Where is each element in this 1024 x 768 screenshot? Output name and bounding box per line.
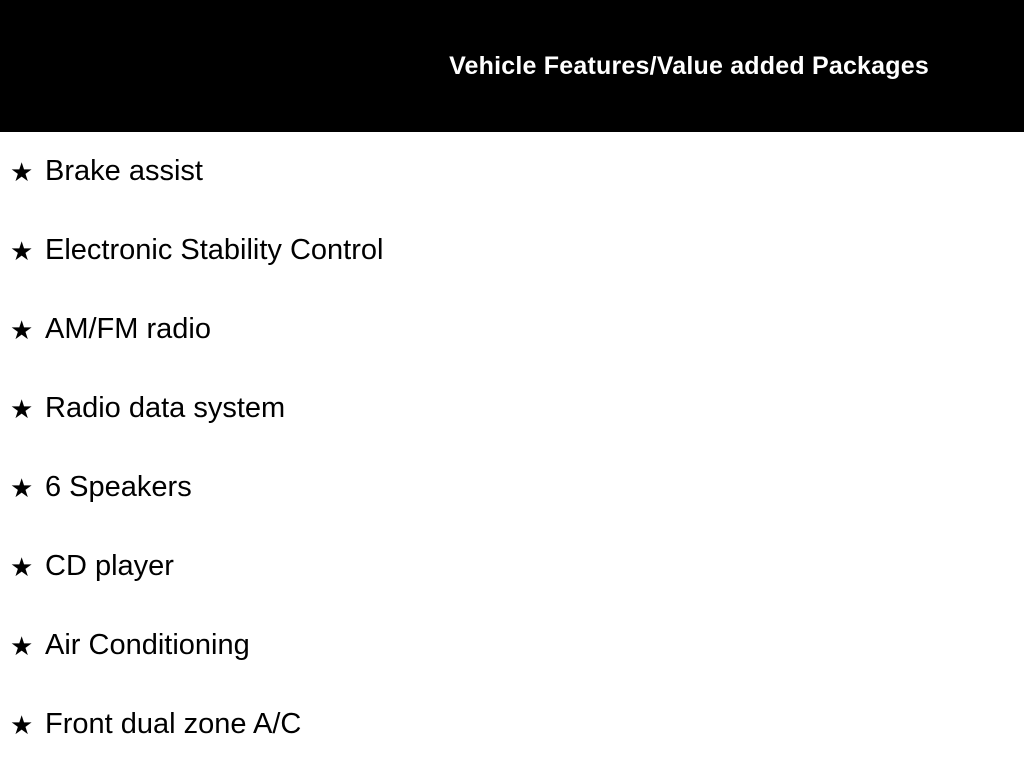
list-item bbox=[0, 290, 1024, 369]
list-item bbox=[0, 448, 1024, 527]
star-bullet-icon: ★ bbox=[10, 551, 34, 582]
feature-label: Electronic Stability Control bbox=[45, 234, 384, 266]
star-bullet-icon: ★ bbox=[10, 472, 34, 503]
feature-label: CD player bbox=[45, 550, 174, 582]
list-item bbox=[0, 132, 1024, 211]
list-item bbox=[0, 211, 1024, 290]
feature-label: Brake assist bbox=[45, 155, 203, 187]
page-title: Vehicle Features/Value added Packages bbox=[449, 51, 929, 80]
feature-label: Radio data system bbox=[45, 392, 286, 424]
feature-label: AM/FM radio bbox=[45, 313, 211, 345]
feature-list bbox=[0, 132, 1024, 764]
list-item bbox=[0, 527, 1024, 606]
star-bullet-icon: ★ bbox=[10, 630, 34, 661]
feature-label: Air Conditioning bbox=[45, 629, 250, 661]
star-bullet-icon: ★ bbox=[10, 156, 34, 187]
header-bar bbox=[0, 0, 1024, 132]
star-bullet-icon: ★ bbox=[10, 709, 34, 740]
list-item bbox=[0, 606, 1024, 685]
star-bullet-icon: ★ bbox=[10, 393, 34, 424]
feature-label: Front dual zone A/C bbox=[45, 708, 302, 740]
list-item bbox=[0, 685, 1024, 764]
star-bullet-icon: ★ bbox=[10, 314, 34, 345]
list-item bbox=[0, 369, 1024, 448]
feature-label: 6 Speakers bbox=[45, 471, 192, 503]
star-bullet-icon: ★ bbox=[10, 235, 34, 266]
